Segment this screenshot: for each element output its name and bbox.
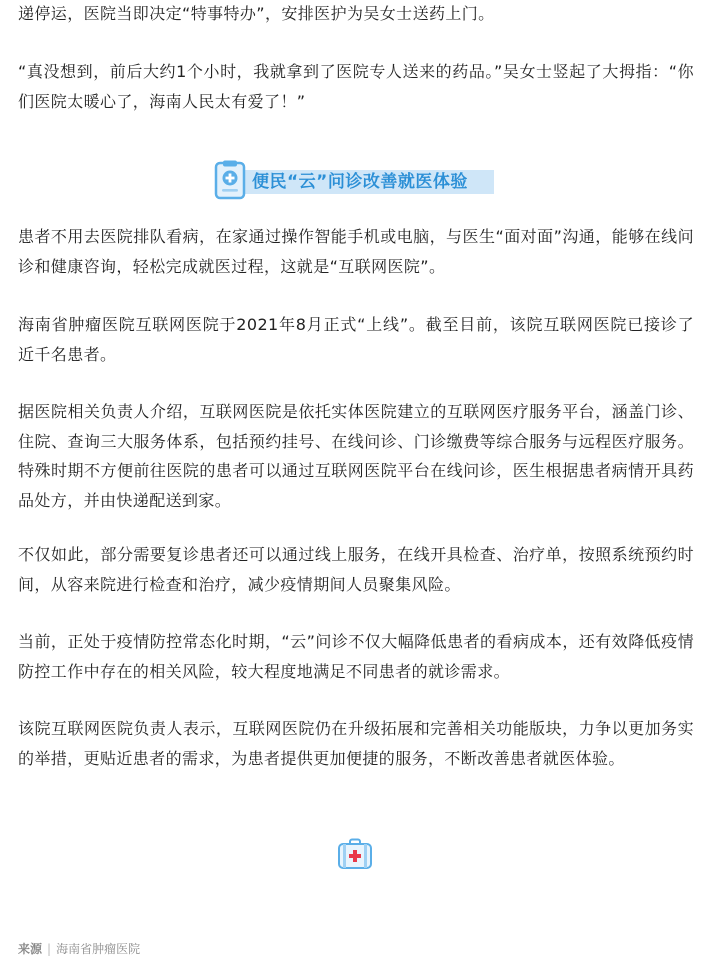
- source-label: 来源: [18, 942, 43, 956]
- article-paragraph: 递停运，医院当即决定“特事特办”，安排医护为吴女士送药上门。: [18, 4, 495, 23]
- article-paragraph: 据医院相关负责人介绍，互联网医院是依托实体医院建立的互联网医疗服务平台，涵盖门诊、住院、查询三大服务体系，包括预约挂号、在线问诊、门诊缴费等综合服务与远程医疗服务。特殊时期不方便前往医院的患者可以通过互联网医院平台在线问诊，医生根据患者病情开具药品处方，并由快递配送到家。: [18, 402, 694, 510]
- article-paragraph: “真没想到，前后大约1个小时，我就拿到了医院专人送来的药品。”吴女士竖起了大拇指：“你们医院太暖心了，海南人民太有爱了！”: [18, 62, 694, 111]
- article-paragraph: 不仅如此，部分需要复诊患者还可以通过线上服务，在线开具检查、治疗单，按照系统预约时间，从容来院进行检查和治疗，减少疫情期间人员聚集风险。: [18, 545, 694, 594]
- section-header-title: 便民“云”问诊改善就医体验: [252, 172, 468, 192]
- source-credit: [18, 940, 140, 958]
- source-value: 海南省肿瘤医院: [56, 942, 141, 956]
- article-paragraph: 患者不用去医院排队看病，在家通过操作智能手机或电脑，与医生“面对面”沟通，能够在线问诊和健康咨询，轻松完成就医过程，这就是“互联网医院”。: [18, 227, 694, 276]
- article-paragraph: 该院互联网医院负责人表示，互联网医院仍在升级拓展和完善相关功能版块，力争以更加务实的举措，更贴近患者的需求，为患者提供更加便捷的服务，不断改善患者就医体验。: [18, 719, 694, 768]
- medical-document-plus-icon: [214, 160, 246, 200]
- article-paragraph: 海南省肿瘤医院互联网医院于2021年8月正式“上线”。截至目前，该院互联网医院已接诊了近千名患者。: [18, 315, 694, 364]
- article-paragraph: 当前，正处于疫情防控常态化时期，“云”问诊不仅大幅降低患者的看病成本，还有效降低疫情防控工作中存在的相关风险，较大程度地满足不同患者的就诊需求。: [18, 632, 694, 681]
- first-aid-kit-icon: [337, 838, 373, 870]
- source-separator: |: [47, 942, 52, 956]
- section-header: [214, 160, 496, 202]
